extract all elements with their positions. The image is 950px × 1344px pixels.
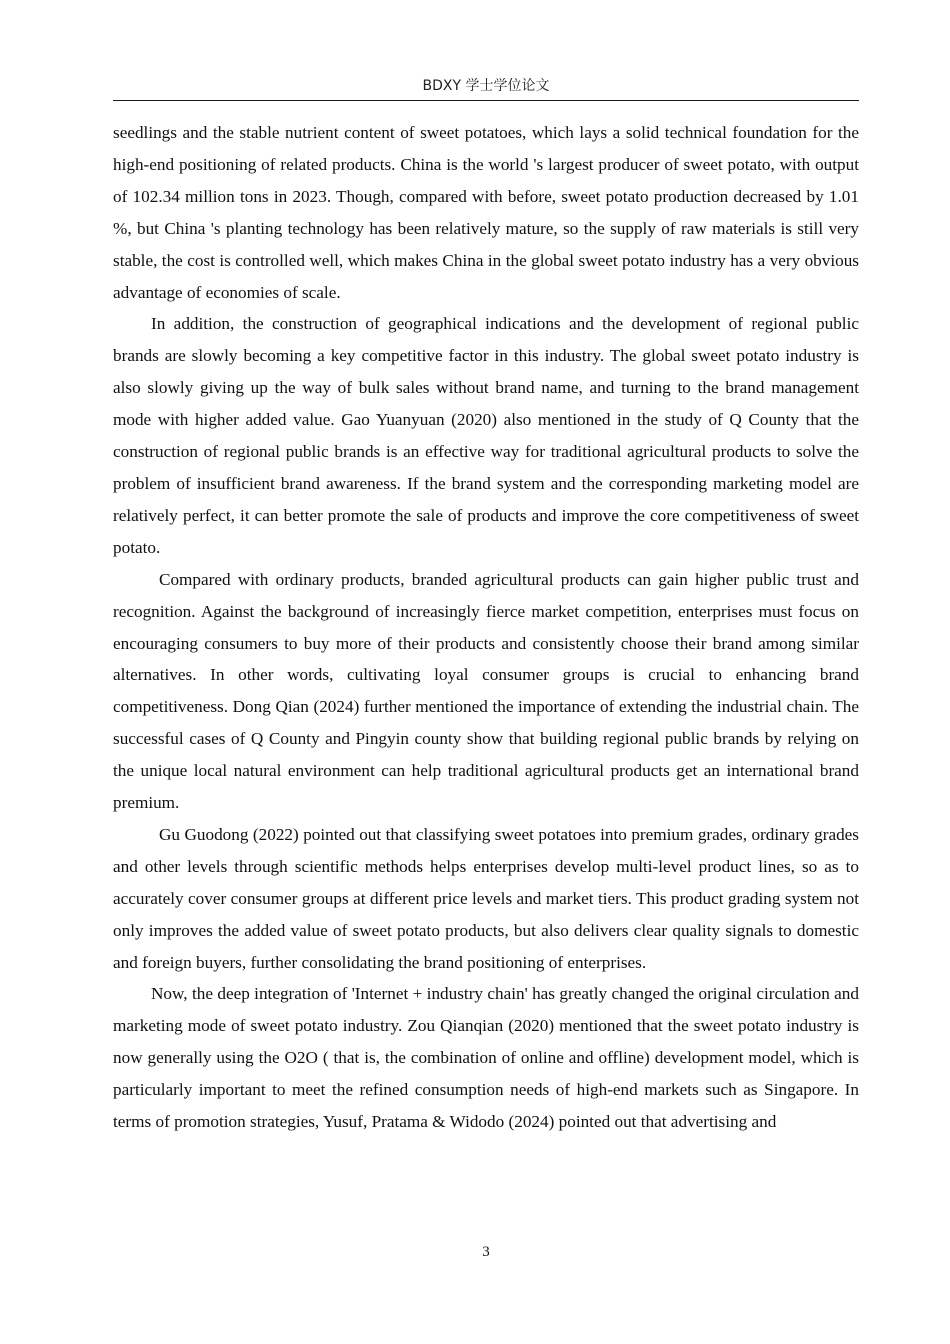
paragraph-internet-industry-chain: Now, the deep integration of 'Internet + industry chain' has greatly changed the original circulation and marketing mode of sweet potato industry. Zou Qianqian (2020) mentioned that the sweet potato industry is now generally using the O2O ( that is, the combination of online and offline) development model, which is particularly important to meet the refined consumption needs of high-end markets such as Singapore. In terms of promotion strategies, Yusuf, Pratama & Widodo (2024) pointed out that advertising and: [113, 984, 859, 1132]
paragraph-product-grading: Gu Guodong (2022) pointed out that classifying sweet potatoes into premium grades, ordinary grades and other levels through scientific methods helps enterprises develop multi-level product lines, so as to accurately cover consumer groups at different price levels and market tiers. This product grading system not only improves the added value of sweet potato products, but also delivers clear quality signals to domestic and foreign buyers, further consolidating the brand positioning of enterprises.: [113, 824, 859, 972]
header-divider: [113, 100, 859, 101]
paragraph-branded-products: Compared with ordinary products, branded agricultural products can gain higher public trust and recognition. Against the background of increasingly fierce market competition, enterprises must focus on encouraging consumers to buy more of their products and consistently choose their brand among similar alternatives. In other words, cultivating loyal consumer groups is crucial to enhancing brand competitiveness. Dong Qian (2024) further mentioned the importance of extending the industrial chain. The successful cases of Q County and Pingyin county show that building regional public brands by relying on the unique local natural environment can help traditional agricultural products get an international brand premium.: [113, 569, 859, 813]
paragraph-continuation: seedlings and the stable nutrient content of sweet potatoes, which lays a solid technical foundation for the high-end positioning of related products. China is the world 's largest producer of sweet potato, with output of 102.34 million tons in 2023. Though, compared with before, sweet potato production decreased by 1.01 %, but China 's planting technology has been relatively mature, so the supply of raw materials is still very stable, the cost is controlled well, which makes China in the global sweet potato industry has a very obvious advantage of economies of scale.: [113, 123, 859, 302]
paragraph-geographical-indications: In addition, the construction of geographical indications and the development of regional public brands are slowly becoming a key competitive factor in this industry. The global sweet potato industry is also slowly giving up the way of bulk sales without brand name, and turning to the brand management mode with higher added value. Gao Yuanyuan (2020) also mentioned in the study of Q County that the construction of regional public brands is an effective way for traditional agricultural products to solve the problem of insufficient brand awareness. If the brand system and the corresponding marketing model are relatively perfect, it can better promote the sale of products and improve the core competitiveness of sweet potato.: [113, 314, 859, 557]
page-number: 3: [482, 1244, 490, 1260]
running-header: BDXY 学士学位论文: [422, 78, 550, 94]
body-text: [113, 117, 859, 1138]
